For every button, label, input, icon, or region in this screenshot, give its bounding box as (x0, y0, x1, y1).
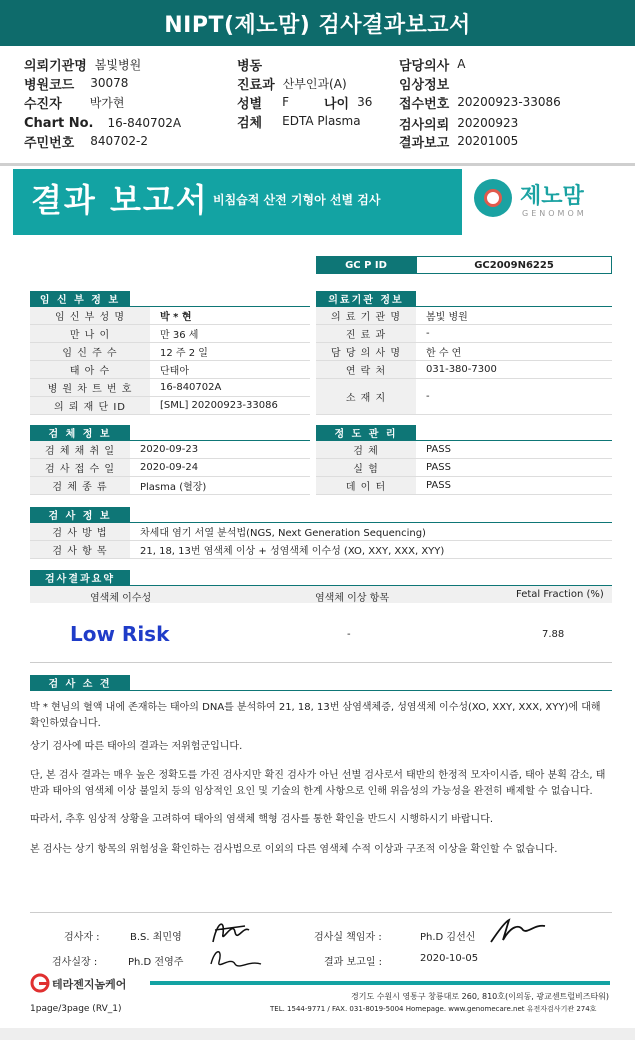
finding-paragraph: 박 * 현님의 혈액 내에 존재하는 태아의 DNA를 분석하여 21, 18, 13번 삼염색체증, 성염색체 이수성(XO, XXY, XXX, XYY)에 대해 확인하였습니다. (30, 702, 601, 729)
chief-signature-icon (205, 942, 265, 972)
risk-result: Low Risk (70, 622, 170, 646)
section-qc-title: 정 도 관 리 (316, 425, 416, 440)
summary-header (30, 586, 612, 603)
gcp-id (316, 256, 612, 274)
result-banner (13, 169, 622, 235)
logo-subtext: GENOMOM (522, 209, 587, 218)
table-row: 연 락 처 031-380-7300 (316, 361, 612, 379)
divider (30, 662, 612, 663)
table-row: 소 재 지 - (316, 379, 612, 415)
section-pregnant-title: 임 신 부 정 보 (30, 291, 130, 306)
header-row: 검체 EDTA Plasma (237, 114, 361, 131)
table-row: 임 신 주 수 12 주 2 일 (30, 343, 310, 361)
finding-paragraph: 따라서, 추후 임상적 상황을 고려하여 태아의 염색체 핵형 검사를 통한 확인을 반드시 시행하시기 바랍니다. (30, 814, 494, 825)
table-row: 실 험 PASS (316, 459, 612, 477)
footer-address: 경기도 수원시 영통구 창룡대로 260, 810호(이의동, 광교센트럴비즈타워) (351, 992, 610, 1001)
table-row: 검 체 PASS (316, 441, 612, 459)
footer-line (150, 981, 610, 985)
company-name: 테라젠지놈케어 (52, 978, 127, 991)
finding-paragraph: 본 검사는 상기 항목의 위험성을 확인하는 검사법으로 이외의 다른 염색체 수적 이상과 구조적 이상을 확인할 수 없습니다. (30, 844, 558, 855)
header-row: 병원코드 30078 (24, 76, 129, 93)
table-row: 검 체 종 류 Plasma (혈장) (30, 477, 310, 495)
table-row: 검 체 채 취 일 2020-09-23 (30, 441, 310, 459)
table-row: 진 료 과 - (316, 325, 612, 343)
table-row: 임 신 부 성 명 박 * 현 (30, 307, 310, 325)
section-test-title: 검 사 정 보 (30, 507, 130, 522)
tester-label: 검사자 : (64, 932, 100, 943)
header-row: 결과보고 20201005 (399, 134, 519, 151)
summary-col-abnormal: 염색체 이상 항목 (315, 593, 389, 604)
table-row: 검 사 접 수 일 2020-09-24 (30, 459, 310, 477)
table-row: 만 나 이 만 36 세 (30, 325, 310, 343)
header-row: 수진자 박가현 (24, 95, 125, 112)
chief-name: Ph.D 전영주 (128, 957, 184, 968)
gcp-id-label: GC P ID (316, 256, 416, 274)
genomom-logo (462, 169, 622, 235)
table-row: 병 원 차 트 번 호 16-840702A (30, 379, 310, 397)
abnormal-item-value: - (347, 629, 351, 640)
table-row: 태 아 수 단태아 (30, 361, 310, 379)
report-date-label: 결과 보고일 : (324, 957, 383, 968)
page-number: 1page/3page (RV_1) (30, 1004, 122, 1014)
table-row: 담 당 의 사 명 한 수 연 (316, 343, 612, 361)
header-row: 접수번호 20200923-33086 (399, 95, 561, 112)
header-row: 성별 F (237, 95, 290, 112)
divider (0, 163, 635, 166)
header-row: Chart No. 16-840702A (24, 115, 182, 131)
responsible-label: 검사실 책임자 : (314, 932, 382, 943)
summary-col-aneuploidy: 염색체 이수성 (90, 593, 152, 604)
table-row: 의 뢰 재 단 ID [SML] 20200923-33086 (30, 397, 310, 415)
section-line (30, 690, 612, 691)
table-row: 데 이 터 PASS (316, 477, 612, 495)
summary-col-ff: Fetal Fraction (%) (516, 589, 604, 600)
finding-paragraph: 상기 검사에 따른 태아의 결과는 저위험군입니다. (30, 741, 243, 752)
header-row: 진료과 산부인과(A) (237, 76, 347, 93)
section-summary-title: 검사결과요약 (30, 570, 130, 585)
header-row: 병동 (237, 58, 263, 74)
header-row-age: 나이 36 (324, 95, 373, 112)
finding-paragraph: 단, 본 검사 결과는 매우 높은 정확도를 가진 검사지만 확진 검사가 아닌 선별 검사로서 태반의 한정적 모자이시즘, 태아 분획 감소, 태반과 태아의 염색체 이상 불일치 등의 임상적인 요인 및 기술의 한계 사항으로 인해 위음성의 가능성을 완전히 배제할 수 없습니다. (30, 770, 606, 797)
header-row: 의뢰기관명 봄빛병원 (24, 57, 142, 74)
report-title: NIPT(제노맘) 검사결과보고서 (0, 0, 635, 46)
responsible-signature-icon (485, 912, 550, 948)
header-row: 담당의사 A (399, 57, 466, 74)
section-findings-title: 검 사 소 견 (30, 675, 130, 690)
table-row: 검 사 방 법 차세대 염기 서열 분석법(NGS, Next Generation Sequencing) (30, 523, 612, 541)
tester-name: B.S. 최민영 (130, 932, 182, 943)
section-specimen-title: 검 체 정 보 (30, 425, 130, 440)
banner-subtitle: 비침습적 산전 기형아 선별 검사 (213, 193, 381, 207)
table-row: 검 사 항 목 21, 18, 13번 염색체 이상 + 성염색체 이수성 (XO, XXY, XXX, XYY) (30, 541, 612, 559)
fetal-fraction-value: 7.88 (542, 629, 565, 640)
responsible-name: Ph.D 김선신 (420, 932, 476, 943)
header-row: 임상정보 (399, 77, 450, 93)
gcp-id-value: GC2009N6225 (416, 256, 612, 274)
company-logo-icon (30, 973, 50, 993)
header-row: 검사의뢰 20200923 (399, 116, 519, 133)
report-date-value: 2020-10-05 (420, 953, 479, 964)
table-row: 의 료 기 관 명 봄빛 병원 (316, 307, 612, 325)
header-row: 주민번호 840702-2 (24, 134, 149, 151)
genomom-logo-icon (474, 179, 512, 217)
banner-title: 결과 보고서 (31, 181, 209, 219)
page-bottom-bar (0, 1028, 635, 1040)
chief-label: 검사실장 : (52, 957, 98, 968)
footer-contact: TEL. 1544-9771 / FAX. 031-8019-5004 Homepage. www.genomecare.net 유전자검사기관 274호 (270, 1005, 597, 1013)
logo-text: 제노맘 (520, 184, 584, 209)
section-institution-title: 의료기관 정보 (316, 291, 416, 306)
